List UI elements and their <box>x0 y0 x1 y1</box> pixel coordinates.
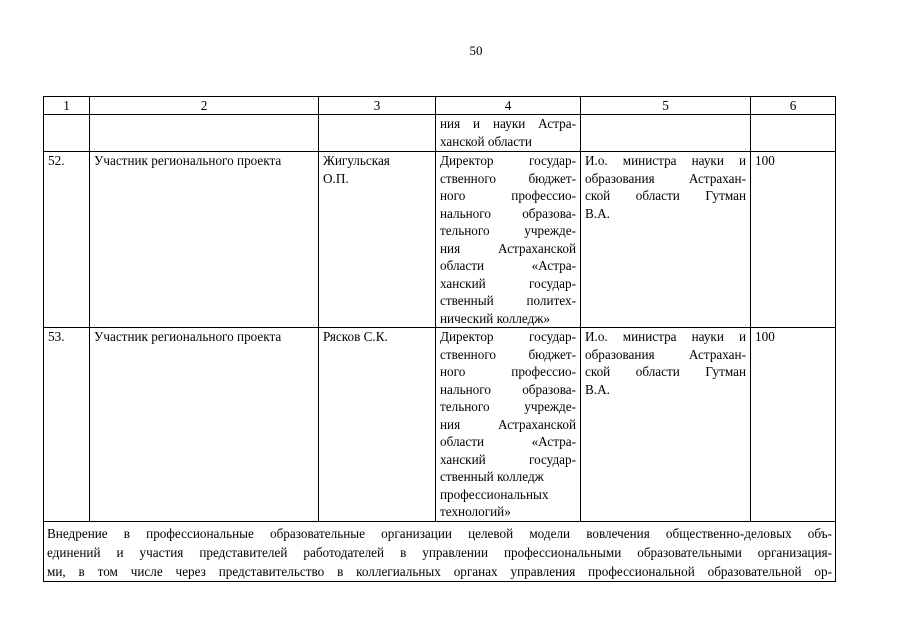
section-line: Внедрение в профессиональные образовательные организации целевой модели вовлечения общественно-деловых объ- <box>47 525 832 541</box>
position-line: нального образова- <box>440 381 576 397</box>
row-number: 53. <box>44 328 90 522</box>
row-role: Участник регионального проекта <box>90 152 319 328</box>
position-line: профессиональных <box>440 486 549 502</box>
row-share: 100 <box>751 152 836 328</box>
continuation-cell-1 <box>44 115 90 152</box>
header-cell-3: 3 <box>319 97 436 115</box>
supervisor-line: образования Астрахан- <box>585 170 746 186</box>
position-line: технологий» <box>440 504 511 519</box>
row-supervisor <box>581 152 751 328</box>
continuation-cell-5 <box>581 115 751 152</box>
position-line: области «Астра- <box>440 434 576 449</box>
row-role: Участник регионального проекта <box>90 328 319 522</box>
row-number: 52. <box>44 152 90 328</box>
position-line: ния Астраханской <box>440 240 576 256</box>
position-line: тельного учрежде- <box>440 223 576 238</box>
row-share: 100 <box>751 328 836 522</box>
row-name <box>319 328 436 522</box>
continuation-cell-2 <box>90 115 319 152</box>
row-supervisor <box>581 328 751 522</box>
section-line: единений и участия представителей работодателей в управлении профессиональными образовательными организация- <box>47 544 832 560</box>
position-line: ственного бюджет- <box>440 170 576 186</box>
table-header-row <box>44 97 836 115</box>
position-line: ного профессио- <box>440 188 576 203</box>
position-line: тельного учрежде- <box>440 399 576 414</box>
section-line: ми, в том числе через представительство в коллегиальных органах управления профессиональной образовательной ор- <box>47 563 832 579</box>
position-line: ханский государ- <box>440 275 576 291</box>
position-line: ственного бюджет- <box>440 346 576 362</box>
header-cell-1: 1 <box>44 97 90 115</box>
row-position <box>436 152 581 328</box>
position-line: нический колледж» <box>440 310 551 326</box>
continuation-cell-6 <box>751 115 836 152</box>
table-row <box>44 152 836 328</box>
section-row <box>44 521 836 581</box>
row-position <box>436 328 581 522</box>
header-cell-4: 4 <box>436 97 581 115</box>
name-line: О.П. <box>323 170 349 186</box>
position-line: ного профессио- <box>440 364 576 379</box>
position-line: нального образова- <box>440 205 576 221</box>
header-cell-6: 6 <box>751 97 836 115</box>
position-line: ханский государ- <box>440 451 576 467</box>
supervisor-line: И.о. министра науки и <box>585 329 746 344</box>
name-line: Рясков С.К. <box>323 329 388 344</box>
supervisor-line: И.о. министра науки и <box>585 153 746 168</box>
row-name <box>319 152 436 328</box>
supervisor-line: В.А. <box>585 205 610 221</box>
table-row <box>44 328 836 522</box>
header-cell-2: 2 <box>90 97 319 115</box>
position-line: Директор государ- <box>440 153 576 168</box>
document-table <box>43 96 836 582</box>
supervisor-line: образования Астрахан- <box>585 346 746 362</box>
position-line: ственный колледж <box>440 469 544 484</box>
section-text <box>44 521 836 581</box>
position-line: Директор государ- <box>440 329 576 344</box>
position-line: ния Астраханской <box>440 416 576 432</box>
position-line: области «Астра- <box>440 258 576 273</box>
continuation-position <box>436 115 581 152</box>
header-cell-5: 5 <box>581 97 751 115</box>
position-line: ния и науки Астра- <box>440 116 576 131</box>
continuation-cell-3 <box>319 115 436 152</box>
page-number: 50 <box>469 43 483 58</box>
supervisor-line: ской области Гутман <box>585 188 746 203</box>
position-line: ственный политех- <box>440 293 576 308</box>
continuation-row <box>44 115 836 152</box>
supervisor-line: В.А. <box>585 381 610 397</box>
name-line: Жигульская <box>323 153 390 168</box>
supervisor-line: ской области Гутман <box>585 364 746 379</box>
position-line: ханской области <box>440 133 532 149</box>
